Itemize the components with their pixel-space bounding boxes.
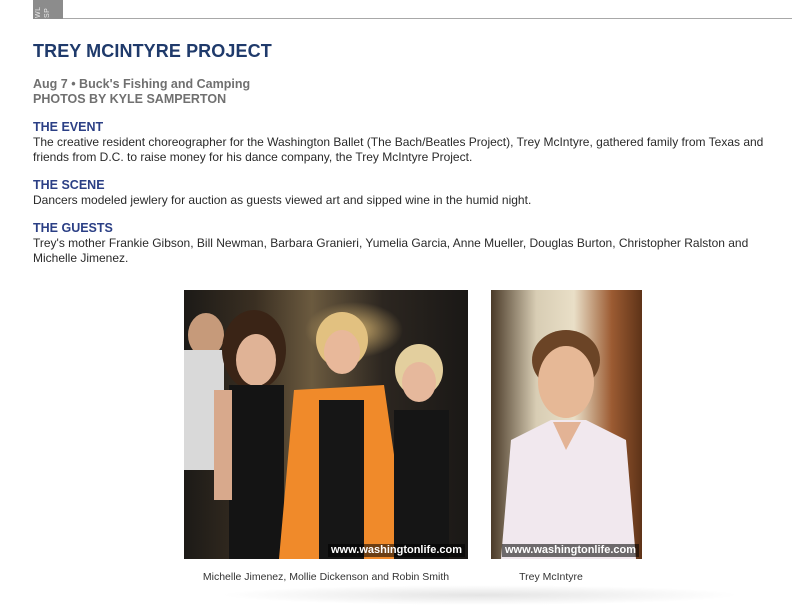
section-body-guests: Trey's mother Frankie Gibson, Bill Newman, Barbara Granieri, Yumelia Garcia, Anne Mueller, Douglas Burton, Christopher Ralston and Michelle Jimenez. bbox=[33, 236, 749, 265]
photo-caption-portrait: Trey McIntyre bbox=[519, 571, 583, 583]
section-heading-guests: THE GUESTS bbox=[33, 221, 113, 235]
corner-tab-text-2: SP bbox=[44, 7, 51, 18]
article-subhead bbox=[33, 77, 250, 107]
photo-credit: PHOTOS BY KYLE SAMPERTON bbox=[33, 92, 227, 106]
photo-portrait[interactable] bbox=[491, 290, 642, 559]
photo-caption-group: Michelle Jimenez, Mollie Dickenson and Robin Smith bbox=[202, 571, 450, 583]
section-body-event: The creative resident choreographer for the Washington Ballet (The Bach/Beatles Project), Trey McIntyre, gathered family from Texas and friends from D.C. to raise money for his dance company, the Trey McIntyre Project. bbox=[33, 135, 764, 164]
section-body-scene: Dancers modeled jewlery for auction as guests viewed art and sipped wine in the humid night. bbox=[33, 193, 532, 207]
corner-tab-text-1: WL bbox=[35, 6, 42, 18]
top-divider bbox=[40, 18, 792, 19]
photo-group-illustration bbox=[184, 290, 468, 559]
corner-tab bbox=[33, 0, 63, 19]
section-heading-event: THE EVENT bbox=[33, 120, 104, 134]
photo-watermark: www.washingtonlife.com bbox=[502, 544, 639, 557]
bottom-shadow bbox=[220, 585, 740, 605]
section-guests bbox=[33, 221, 785, 266]
section-heading-scene: THE SCENE bbox=[33, 178, 105, 192]
photo-group[interactable] bbox=[184, 290, 468, 559]
date-venue: Aug 7 • Buck's Fishing and Camping bbox=[33, 77, 251, 91]
page-title: TREY MCINTYRE PROJECT bbox=[33, 41, 272, 61]
photo-watermark: www.washingtonlife.com bbox=[328, 544, 465, 557]
photo-portrait-illustration bbox=[491, 290, 642, 559]
section-scene bbox=[33, 178, 785, 208]
section-event bbox=[33, 120, 785, 165]
